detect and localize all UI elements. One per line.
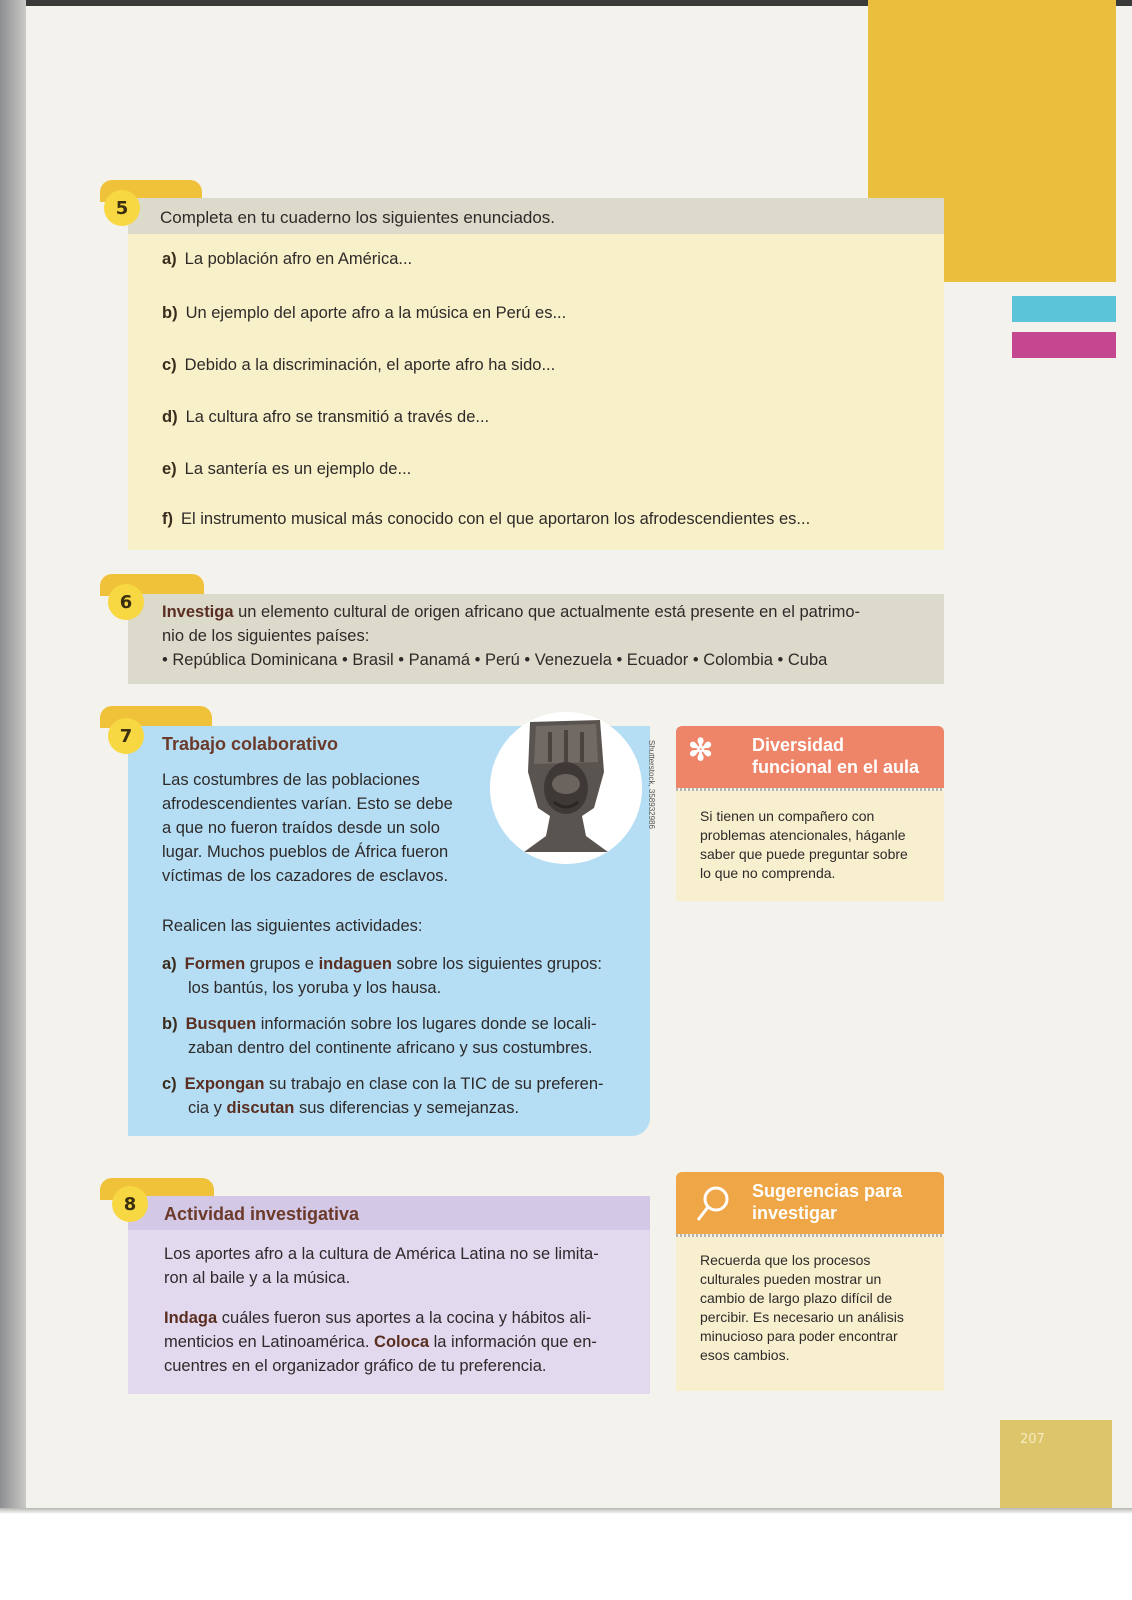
sidebar-diversidad-body: Si tienen un compañero con problemas atencionales, háganle saber que puede preguntar sobre lo que no comprenda. — [676, 791, 944, 901]
activity-7-intro: Las costumbres de las poblaciones afrodescendientes varían. Esto se debe a que no fueron traídos desde un solo lugar. Muchos pueblos de África fueron víctimas de los cazadores de esclavos. — [162, 771, 453, 885]
page-number: 207 — [1020, 1432, 1045, 1447]
mask-illustration — [490, 712, 642, 864]
book-binding — [0, 0, 26, 1510]
page-bottom-edge — [0, 1508, 1132, 1514]
activity-number-badge: 8 — [112, 1186, 148, 1222]
section-tab-magenta — [1012, 332, 1116, 358]
activity-number-badge: 6 — [108, 584, 144, 620]
activity-8-paragraph-2: Indaga cuáles fueron sus aportes a la cocina y hábitos ali- menticios en Latinoamérica. Coloca la información que en- cuentres en el organizador gráfico de tu preferencia. — [164, 1309, 597, 1375]
african-mask-photo — [490, 712, 642, 864]
list-item: f) El instrumento musical más conocido con el que aportaron los afrodescendientes es... — [162, 510, 811, 528]
activity-6-instruction: Investiga un elemento cultural de origen africano que actualmente está presente en el patrimo- nio de los siguientes países: • República Dominicana • Brasil • Panamá • Perú • Venezuela • Ecuador • Colombia • Cuba — [162, 600, 860, 672]
list-item: a) Formen grupos e indaguen sobre los siguientes grupos: los bantús, los yoruba y los hausa. — [162, 955, 602, 997]
activity-7-title: Trabajo colaborativo — [162, 734, 339, 754]
activity-5-instruction: Completa en tu cuaderno los siguientes enunciados. — [160, 208, 556, 227]
flower-icon: ✼ — [688, 734, 714, 767]
activity-number-badge: 5 — [104, 190, 140, 226]
activity-8-paragraph-1: Los aportes afro a la cultura de América Latina no se limita- ron al baile y a la música. — [164, 1245, 599, 1287]
country-list: • República Dominicana • Brasil • Panamá • Perú • Venezuela • Ecuador • Colombia • Cuba — [162, 651, 828, 669]
sidebar-sugerencias-header: Sugerencias para investigar — [676, 1172, 944, 1234]
list-item: d) La cultura afro se transmitió a través de... — [162, 408, 490, 426]
magnifier-icon — [694, 1184, 732, 1224]
list-item: b) Busquen información sobre los lugares donde se locali- zaban dentro del continente africano y sus costumbres. — [162, 1015, 597, 1057]
list-item: b) Un ejemplo del aporte afro a la música en Perú es... — [162, 304, 567, 322]
sidebar-sugerencias-body: Recuerda que los procesos culturales pueden mostrar un cambio de largo plazo difícil de percibir. Es necesario un análisis minucioso para poder encontrar esos cambios. — [676, 1237, 944, 1391]
activity-7-lead: Realicen las siguientes actividades: — [162, 917, 423, 935]
page-number-box — [1000, 1420, 1112, 1508]
list-item: c) Expongan su trabajo en clase con la TIC de su preferen- cia y discutan sus diferencias y semejanzas. — [162, 1075, 604, 1117]
section-tab-cyan — [1012, 296, 1116, 322]
photo-credit: Shutterstock, 358932986 — [647, 740, 656, 829]
list-item: e) La santería es un ejemplo de... — [162, 460, 412, 478]
activity-number-badge: 7 — [108, 718, 144, 754]
activity-5-box — [128, 234, 944, 550]
list-item: c) Debido a la discriminación, el aporte afro ha sido... — [162, 356, 556, 374]
activity-8-title: Actividad investigativa — [164, 1204, 360, 1224]
sidebar-diversidad-header: ✼ Diversidad funcional en el aula — [676, 726, 944, 788]
list-item: a) La población afro en América... — [162, 250, 413, 268]
